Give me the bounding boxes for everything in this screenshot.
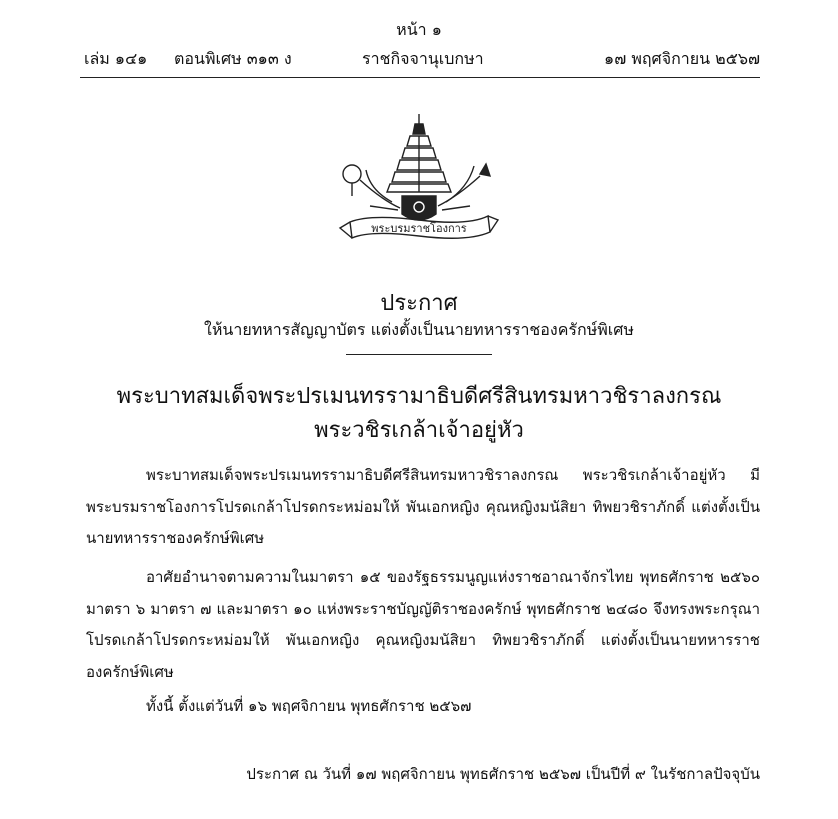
gazette-header [84, 47, 760, 69]
body-paragraph-2: อาศัยอำนาจตามความในมาตรา ๑๕ ของรัฐธรรมนูญแห่งราชอาณาจักรไทย พุทธศักราช ๒๕๖๐ มาตรา ๖ มาตรา ๗ และมาตรา ๑๐ แห่งพระราชบัญญัติราชองครักษ์ พุทธศักราช ๒๔๘๐ จึงทรงพระกรุณาโปรดเกล้าโปรดกระหม่อมให้ พันเอกหญิง คุณหญิงมนัสิยา ทิพยวชิราภักดิ์ แต่งตั้งเป็นนายทหารราชองครักษ์พิเศษ [86, 568, 760, 681]
section-number: ตอนพิเศษ ๓๑๓ ง [174, 49, 292, 68]
title-divider [346, 354, 492, 355]
publication-date: ๑๗ พฤศจิกายน ๒๕๖๗ [604, 49, 760, 68]
king-name-line-2: พระวชิรเกล้าเจ้าอยู่หัว [314, 418, 524, 443]
royal-emblem-icon [330, 110, 508, 250]
page-number: หน้า ๑ [396, 20, 442, 39]
closing-statement: ประกาศ ณ วันที่ ๑๗ พฤศจิกายน พุทธศักราช ๒๕๖๗ เป็นปีที่ ๙ ในรัชกาลปัจจุบัน [246, 765, 760, 783]
king-name [0, 380, 838, 448]
body-paragraph-3: ทั้งนี้ ตั้งแต่วันที่ ๑๖ พฤศจิกายน พุทธศักราช ๒๕๖๗ [146, 697, 472, 715]
king-name-line-1: พระบาทสมเด็จพระปรเมนทรรามาธิบดีศรีสินทรมหาวชิราลงกรณ [116, 384, 722, 409]
seal-text: พระบรมราชโองการ [371, 222, 467, 235]
announcement-title: ประกาศ [380, 291, 458, 316]
header-divider [80, 77, 760, 78]
body-paragraph-1: พระบาทสมเด็จพระปรเมนทรรามาธิบดีศรีสินทรมหาวชิราลงกรณ พระวชิรเกล้าเจ้าอยู่หัว มีพระบรมราชโองการโปรดเกล้าโปรดกระหม่อมให้ พันเอกหญิง คุณหญิงมนัสิยา ทิพยวชิราภักดิ์ แต่งตั้งเป็นนายทหารราชองครักษ์พิเศษ [86, 466, 760, 547]
announcement-subtitle: ให้นายทหารสัญญาบัตร แต่งตั้งเป็นนายทหารราชองครักษ์พิเศษ [204, 320, 634, 339]
volume-number: เล่ม ๑๔๑ [84, 49, 148, 68]
gazette-name: ราชกิจจานุเบกษา [362, 49, 484, 68]
